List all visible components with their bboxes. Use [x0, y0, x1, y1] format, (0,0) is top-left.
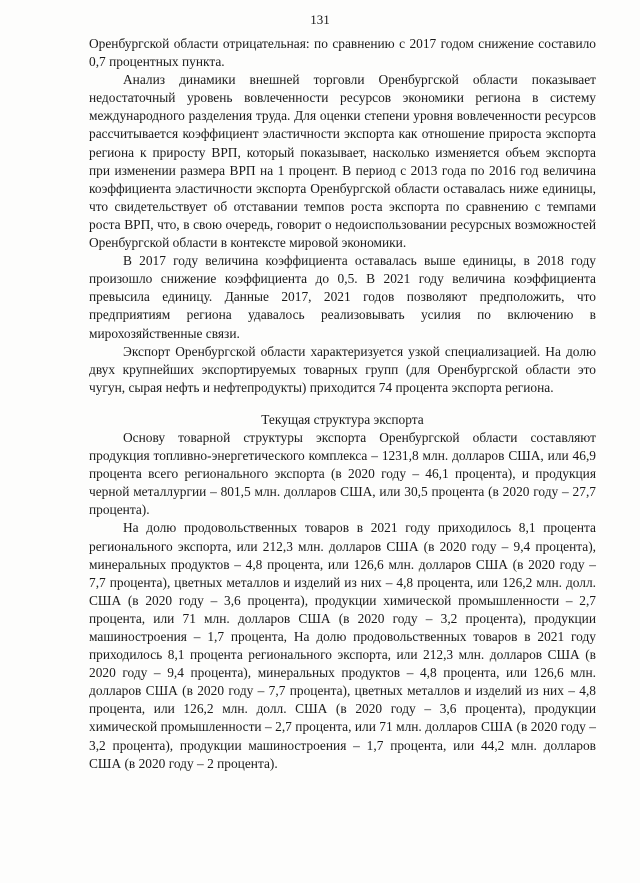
paragraphs-after-heading — [89, 429, 596, 773]
paragraph: На долю продовольственных товаров в 2021 году приходилось 8,1 процента регионального экспорта, или 212,3 млн. долларов США (в 2020 году – 9,4 процента), минеральных продуктов – 4,8 процента, или 126,6 млн. долларов США (в 2020 году – 7,7 процента), цветных металлов и изделий из них – 4,8 процента, или 126,2 млн. долл. США (в 2020 году – 3,6 процента), продукции химической промышленности – 2,7 процента, или 71 млн. долларов США (в 2020 году – 3,2 процента), продукции машиностроения – 1,7 процента, На долю продовольственных товаров в 2021 году приходилось 8,1 процента регионального экспорта, или 212,3 млн. долларов США (в 2020 году – 9,4 процента), минеральных продуктов – 4,8 процента, или 126,6 млн. долларов США (в 2020 году – 7,7 процента), цветных металлов и изделий из них – 4,8 процента, или 126,2 млн. долл. США (в 2020 году – 3,6 процента), продукции химической промышленности – 2,7 процента, или 71 млн. долларов США (в 2020 году – 3,2 процента), продукции машиностроения – 1,7 процента, или 44,2 млн. долларов США (в 2020 году – 2 процента). — [89, 520, 596, 771]
paragraph: Оренбургской области отрицательная: по сравнению с 2017 годом снижение составило 0,7 процентных пункта. — [89, 36, 596, 70]
paragraph: Основу товарной структуры экспорта Оренбургской области составляют продукция топливно-энергетического комплекса – 1231,8 млн. долларов США, или 46,9 процента всего регионального экспорта (в 2020 году – 46,1 процента), и продукция черной металлургии – 801,5 млн. долларов США, или 30,5 процента (в 2020 году – 27,7 процента). — [89, 429, 596, 518]
paragraph: Анализ динамики внешней торговли Оренбургской области показывает недостаточный уровень вовлеченности ресурсов экономики региона в систему международного разделения труда. Для оценки степени уровня вовлеченности ресурсов рассчитывается коэффициент эластичности экспорта как отношение прироста экспорта региона к приросту ВРП, который показывает, насколько изменяется объем экспорта при изменении размера ВРП на 1 процент. В период с 2013 года по 2016 год величина коэффициента эластичности экспорта Оренбургской области оставалась ниже единицы, что свидетельствует об отставании темпов роста экспорта по сравнению с темпами роста ВРП, что, в свою очередь, говорит о недоиспользовании ресурсных возможностей Оренбургской области в контексте мировой экономики. — [89, 72, 596, 251]
paragraphs-before-heading — [89, 35, 596, 397]
page-number: 131 — [310, 12, 330, 27]
paragraph: В 2017 году величина коэффициента оставалась выше единицы, в 2018 году произошло снижение коэффициента до 0,5. В 2021 году величина коэффициента превысила единицу. Данные 2017, 2021 годов позволяют предположить, что предприятиям региона удавалось реализовывать усилия по включению в мирохозяйственные связи. — [89, 253, 596, 341]
page-content — [89, 35, 596, 773]
section-heading: Текущая структура экспорта — [261, 411, 424, 427]
paragraph: Экспорт Оренбургской области характеризуется узкой специализацией. На долю двух крупнейших экспортируемых товарных групп (для Оренбургской области это чугун, сырая нефть и нефтепродукты) приходится 74 процента экспорта региона. — [89, 343, 596, 395]
